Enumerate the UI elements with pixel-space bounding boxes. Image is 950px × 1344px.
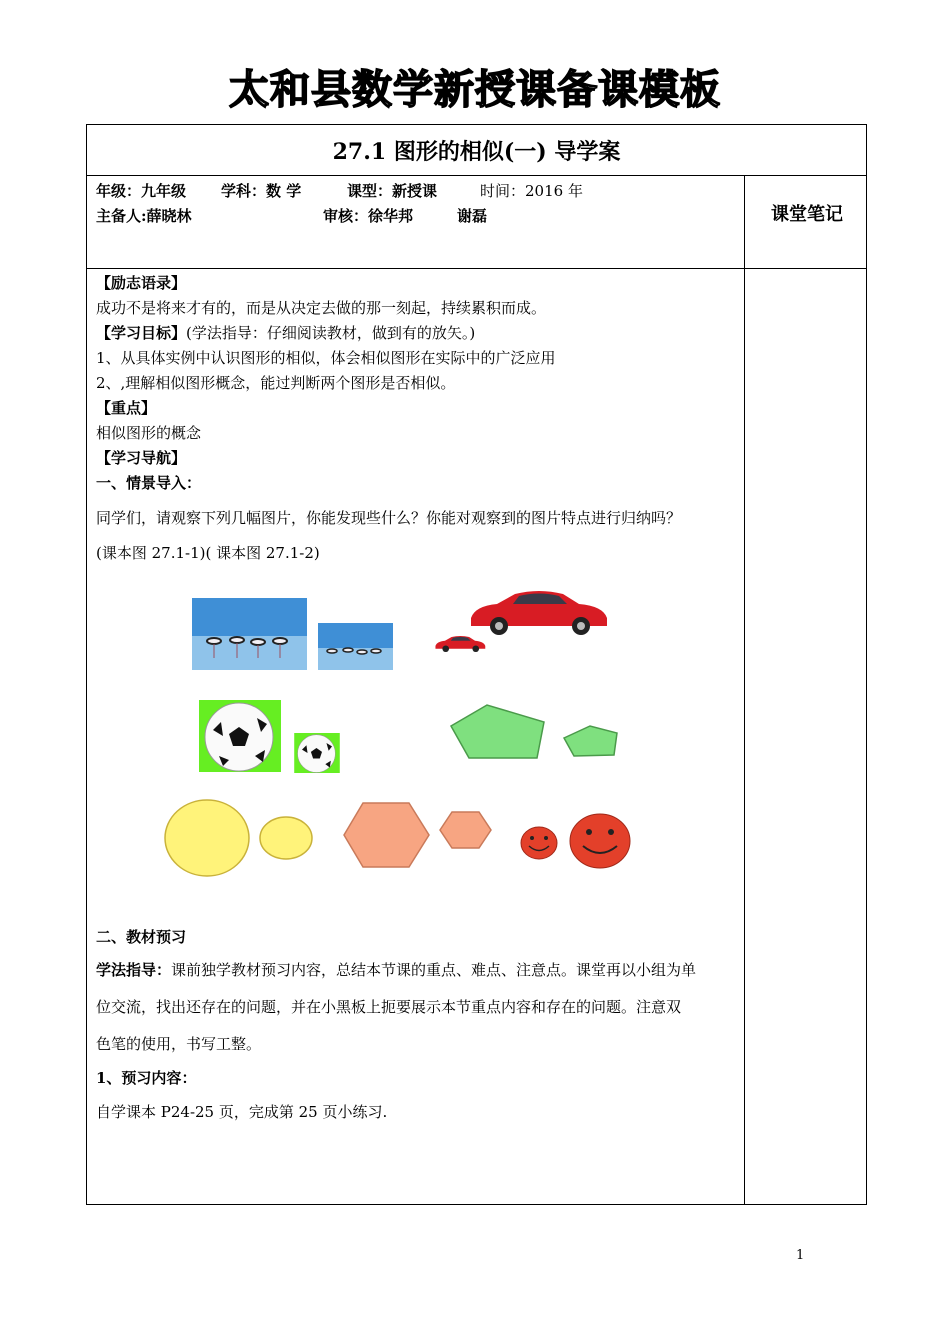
circle-icon: [259, 815, 314, 861]
flamingo-photo-icon: [318, 623, 393, 670]
smiley-face-icon: [519, 825, 559, 861]
preview-heading: 1、预习内容：: [96, 1069, 197, 1087]
method-line-2: 位交流，找出还存在的问题，并在小黑板上扼要展示本节重点内容和存在的问题。注意双: [96, 998, 682, 1016]
divider: [87, 268, 866, 269]
subject-label: 学科：数 学: [221, 182, 302, 200]
section2-heading: 二、教材预习: [96, 928, 187, 946]
goal-tip: (学法指导：仔细阅读教材，做到有的放矢。): [186, 324, 476, 342]
goal-2: 2、,理解相似图形概念，能过判断两个图形是否相似。: [96, 374, 456, 392]
notes-column-divider: [744, 175, 745, 1205]
pentagon-icon: [447, 702, 552, 762]
method-line-1: [96, 959, 696, 980]
time-label: 时间：2016 年: [480, 182, 583, 200]
reviewer-label: 审核：徐华邦: [323, 207, 414, 225]
goal-1: 1、从具体实例中认识图形的相似，体会相似图形在实际中的广泛应用: [96, 349, 556, 367]
motto-heading: 【励志语录】: [96, 274, 187, 292]
course-type-label: 课型：新授课: [347, 182, 438, 200]
reviewer2-label: 谢磊: [457, 207, 488, 225]
car-icon: [434, 634, 486, 654]
circle-icon: [163, 798, 251, 878]
soccer-ball-icon: [199, 700, 281, 772]
pentagon-icon: [562, 723, 622, 759]
grade-label: 年级：九年级: [96, 182, 187, 200]
method-text-1: 课前独学教材预习内容，总结本节课的重点、难点、注意点。课堂再以小组为单: [171, 961, 697, 979]
hexagon-icon: [438, 810, 493, 850]
section1-heading: 一、情景导入：: [96, 474, 202, 492]
soccer-ball-icon: [294, 733, 340, 773]
lesson-table: [86, 124, 867, 1205]
preparer-label: 主备人:薛晓林: [96, 207, 192, 225]
motto-text: 成功不是将来才有的，而是从决定去做的那一刻起，持续累积而成。: [96, 299, 547, 317]
page-title: 太和县数学新授课备课模板: [229, 67, 721, 113]
lesson-title: 27.1 图形的相似(一) 导学案: [332, 139, 621, 165]
car-icon: [467, 588, 609, 638]
preview-text: 自学课本 P24-25 页，完成第 25 页小练习.: [96, 1103, 388, 1121]
key-text: 相似图形的概念: [96, 424, 202, 442]
goal-line: [96, 322, 475, 343]
figure-reference: (课本图 27.1-1)( 课本图 27.1-2): [96, 544, 320, 562]
method-line-3: 色笔的使用，书写工整。: [96, 1035, 262, 1053]
divider: [87, 175, 866, 176]
notes-heading: 课堂笔记: [771, 204, 843, 225]
nav-heading: 【学习导航】: [96, 449, 187, 467]
goal-heading: 【学习目标】: [96, 324, 187, 342]
smiley-face-icon: [568, 812, 632, 870]
page-number: 1: [796, 1248, 805, 1263]
hexagon-icon: [342, 801, 432, 869]
method-label: 学法指导：: [96, 961, 172, 979]
flamingo-photo-icon: [192, 598, 307, 670]
intro-text: 同学们，请观察下列几幅图片，你能发现些什么？你能对观察到的图片特点进行归纳吗？: [96, 509, 682, 527]
key-heading: 【重点】: [96, 399, 157, 417]
